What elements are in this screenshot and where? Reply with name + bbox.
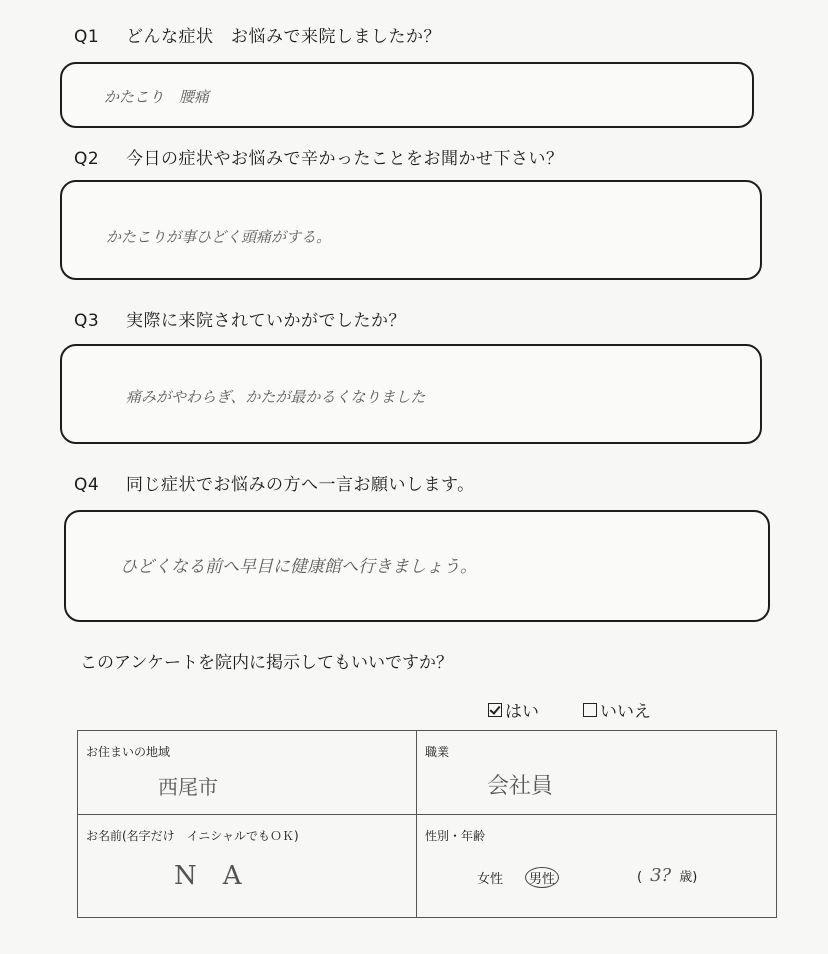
question-2 [74, 144, 564, 169]
age-open: ( [637, 870, 643, 885]
age-unit: 歳) [679, 870, 698, 885]
age-field [637, 865, 697, 886]
question-1 [74, 22, 441, 47]
gender-options [477, 867, 559, 888]
name-cell [78, 815, 417, 918]
consent-options [488, 697, 651, 722]
checkbox-empty-icon[interactable] [583, 703, 597, 717]
area-label: お住まいの地域 [86, 745, 171, 759]
gender-age-cell [417, 815, 777, 918]
consent-yes-label: はい [505, 702, 539, 722]
question-text: 同じ症状でお悩みの方へ一言お願いします。 [126, 475, 475, 495]
consent-no-label: いいえ [600, 702, 651, 722]
answer-text: かたこり 腰痛 [104, 88, 210, 106]
answer-box-3 [60, 344, 762, 444]
job-cell [417, 731, 777, 815]
answer-box-1 [60, 62, 754, 128]
question-number: Q1 [74, 27, 100, 47]
female-label: 女性 [477, 872, 504, 887]
question-text: 実際に来院されていかがでしたか？ [126, 311, 406, 331]
gender-age-label: 性別・年齢 [425, 829, 486, 843]
consent-yes-option[interactable] [488, 697, 539, 722]
job-value: 会社員 [487, 774, 554, 799]
answer-text: ひどくなる前へ早目に健康館へ行きましょう。 [120, 557, 477, 577]
age-value: 3? [650, 865, 672, 886]
question-number: Q4 [74, 475, 100, 495]
question-4 [74, 470, 475, 495]
question-3 [74, 306, 406, 331]
checkbox-checked-icon[interactable] [488, 703, 502, 717]
name-value: N A [174, 861, 242, 891]
answer-box-4 [64, 510, 770, 622]
consent-no-option[interactable] [583, 697, 651, 722]
info-table [77, 730, 777, 918]
question-number: Q3 [74, 311, 100, 331]
answer-text: かたこりが事ひどく頭痛がする。 [106, 228, 332, 246]
question-text: 今日の症状やお悩みで辛かったことをお聞かせ下さい？ [126, 149, 564, 169]
answer-box-2 [60, 180, 762, 280]
question-number: Q2 [74, 149, 100, 169]
question-text: どんな症状 お悩みで来院しましたか？ [126, 27, 441, 47]
consent-question: このアンケートを院内に掲示してもいいですか？ [80, 653, 453, 673]
area-value: 西尾市 [158, 775, 218, 799]
area-cell [78, 731, 417, 815]
name-label: お名前(名字だけ イニシャルでもＯＫ) [86, 829, 299, 843]
job-label: 職業 [425, 745, 450, 759]
answer-text: 痛みがやわらぎ、かたが最かるくなりました [126, 388, 426, 406]
male-label: 男性 [525, 867, 559, 888]
